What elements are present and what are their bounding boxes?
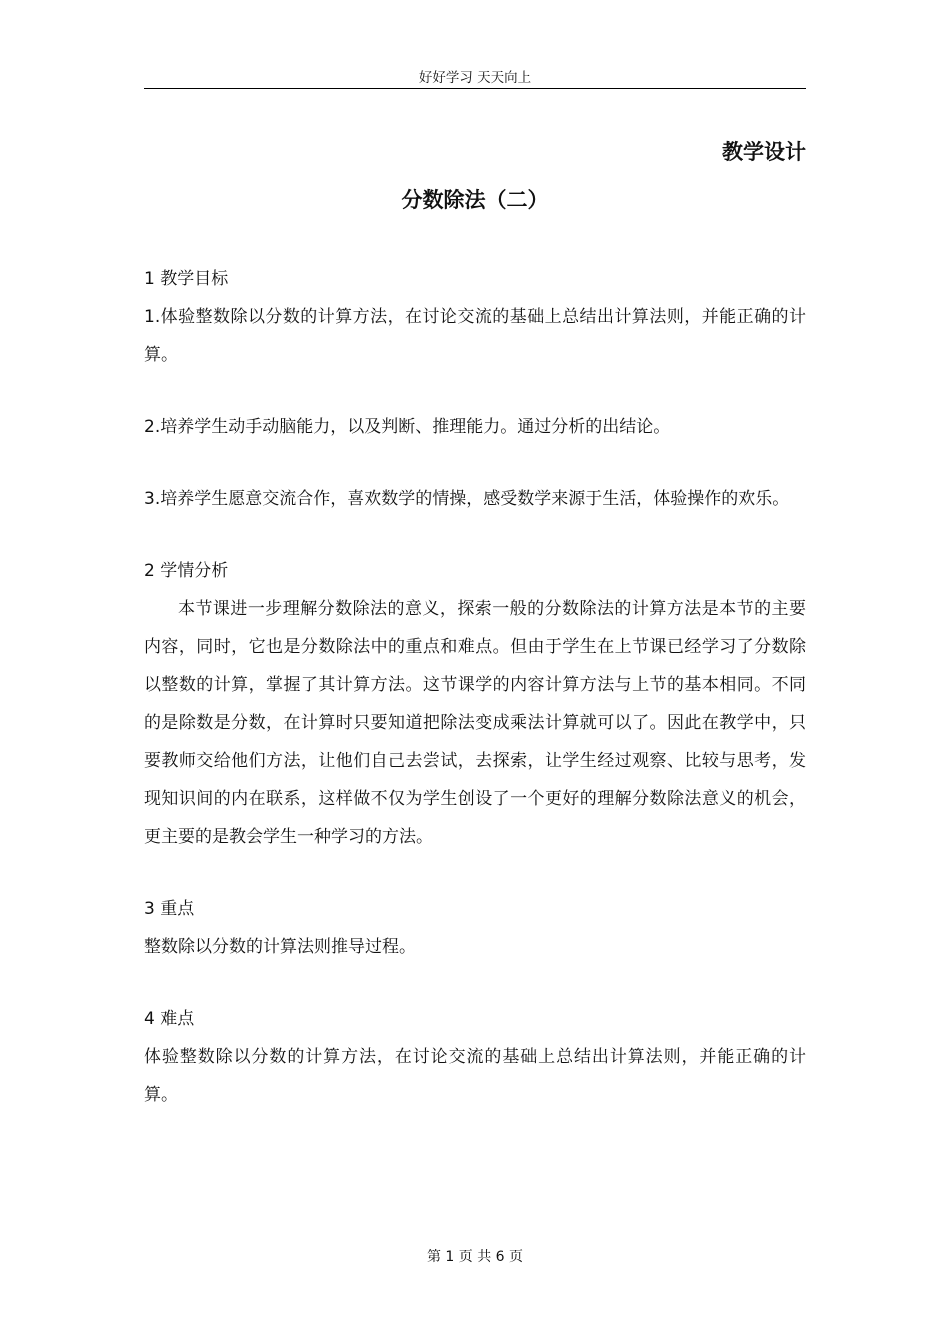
analysis-paragraph: 本节课进一步理解分数除法的意义，探索一般的分数除法的计算方法是本节的主要内容，同时，它也是分数除法中的重点和难点。但由于学生在上节课已经学习了分数除以整数的计算，掌握了其计算方法。这节课学的内容计算方法与上节的基本相同。不同的是除数是分数，在计算时只要知道把除法变成乘法计算就可以了。因此在教学中，只要教师交给他们方法，让他们自己去尝试，去探索，让学生经过观察、比较与思考，发现知识间的内在联系，这样做不仅为学生创设了一个更好的理解分数除法意义的机会，更主要的是教会学生一种学习的方法。	[144, 599, 806, 847]
goal-item-2: 2.培养学生动手动脑能力，以及判断、推理能力。通过分析的出结论。	[144, 417, 671, 437]
page-number: 第 1 页 共 6 页	[426, 1249, 524, 1265]
goal-item-3: 3.培养学生愿意交流合作，喜欢数学的情操，感受数学来源于生活，体验操作的欢乐。	[144, 489, 790, 509]
paragraph-gap	[144, 446, 806, 480]
paragraph-gap	[144, 518, 806, 552]
section-heading-goals: 1 教学目标	[144, 269, 229, 289]
document-title: 分数除法（二）	[401, 188, 549, 212]
document-body	[144, 260, 806, 1114]
difficulty-paragraph: 体验整数除以分数的计算方法，在讨论交流的基础上总结出计算法则，并能正确的计算。	[144, 1047, 806, 1105]
paragraph-gap	[144, 856, 806, 890]
running-header: 好好学习 天天向上	[418, 70, 532, 86]
section-heading-difficulty: 4 难点	[144, 1009, 195, 1029]
goal-item-1: 1.体验整数除以分数的计算方法，在讨论交流的基础上总结出计算法则，并能正确的计算。	[144, 307, 806, 365]
section-heading-key-point: 3 重点	[144, 899, 195, 919]
document-kind: 教学设计	[722, 140, 806, 164]
paragraph-gap	[144, 966, 806, 1000]
section-heading-analysis: 2 学情分析	[144, 561, 229, 581]
header-rule	[144, 88, 806, 89]
key-point-paragraph: 整数除以分数的计算法则推导过程。	[144, 937, 416, 957]
paragraph-gap	[144, 374, 806, 408]
